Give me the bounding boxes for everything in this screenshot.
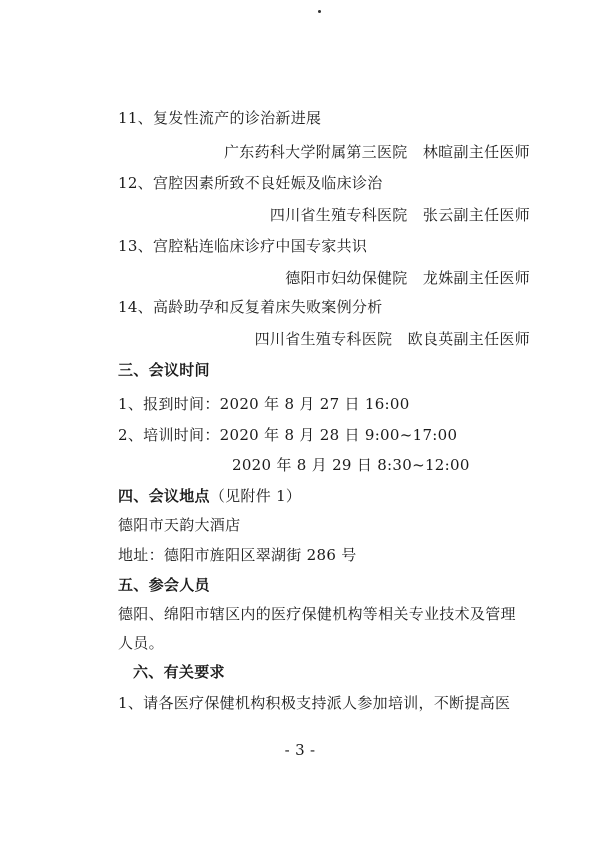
item-12-title: 12、宫腔因素所致不良妊娠及临床诊治 xyxy=(118,174,383,192)
item-13-title: 13、宫腔粘连临床诊疗中国专家共识 xyxy=(118,237,368,255)
item-12-speaker: 四川省生殖专科医院 张云副主任医师 xyxy=(269,206,530,224)
venue-attachment-note: （见附件 1） xyxy=(209,487,302,505)
item-14-title: 14、高龄助孕和反复着床失败案例分析 xyxy=(118,298,383,316)
scan-speck xyxy=(318,10,321,13)
item-11-speaker: 广东药科大学附属第三医院 林暄副主任医师 xyxy=(223,143,530,161)
meeting-time-heading: 三、会议时间 xyxy=(118,361,210,379)
venue-name: 德阳市天韵大酒店 xyxy=(118,516,241,534)
item-14-speaker: 四川省生殖专科医院 欧良英副主任医师 xyxy=(254,330,530,348)
attendees-line-2: 人员。 xyxy=(118,634,164,652)
venue-heading: 四、会议地点 xyxy=(118,487,210,505)
checkin-time: 1、报到时间：2020 年 8 月 27 日 16:00 xyxy=(118,395,410,413)
venue-heading-line xyxy=(118,486,301,506)
attendees-heading: 五、参会人员 xyxy=(118,576,210,594)
item-13-speaker: 德阳市妇幼保健院 龙姝副主任医师 xyxy=(285,269,530,287)
venue-address: 地址：德阳市旌阳区翠湖街 286 号 xyxy=(118,546,357,564)
requirements-heading: 六、有关要求 xyxy=(133,663,225,681)
page-number: - 3 - xyxy=(284,741,316,759)
attendees-line-1: 德阳、绵阳市辖区内的医疗保健机构等相关专业技术及管理 xyxy=(118,605,516,623)
item-11-title: 11、复发性流产的诊治新进展 xyxy=(118,109,322,127)
requirements-line-1: 1、请各医疗保健机构积极支持派人参加培训，不断提高医 xyxy=(118,694,511,712)
training-time-day1: 2、培训时间：2020 年 8 月 28 日 9:00~17:00 xyxy=(118,426,458,444)
training-time-day2: 2020 年 8 月 29 日 8:30~12:00 xyxy=(232,456,470,474)
